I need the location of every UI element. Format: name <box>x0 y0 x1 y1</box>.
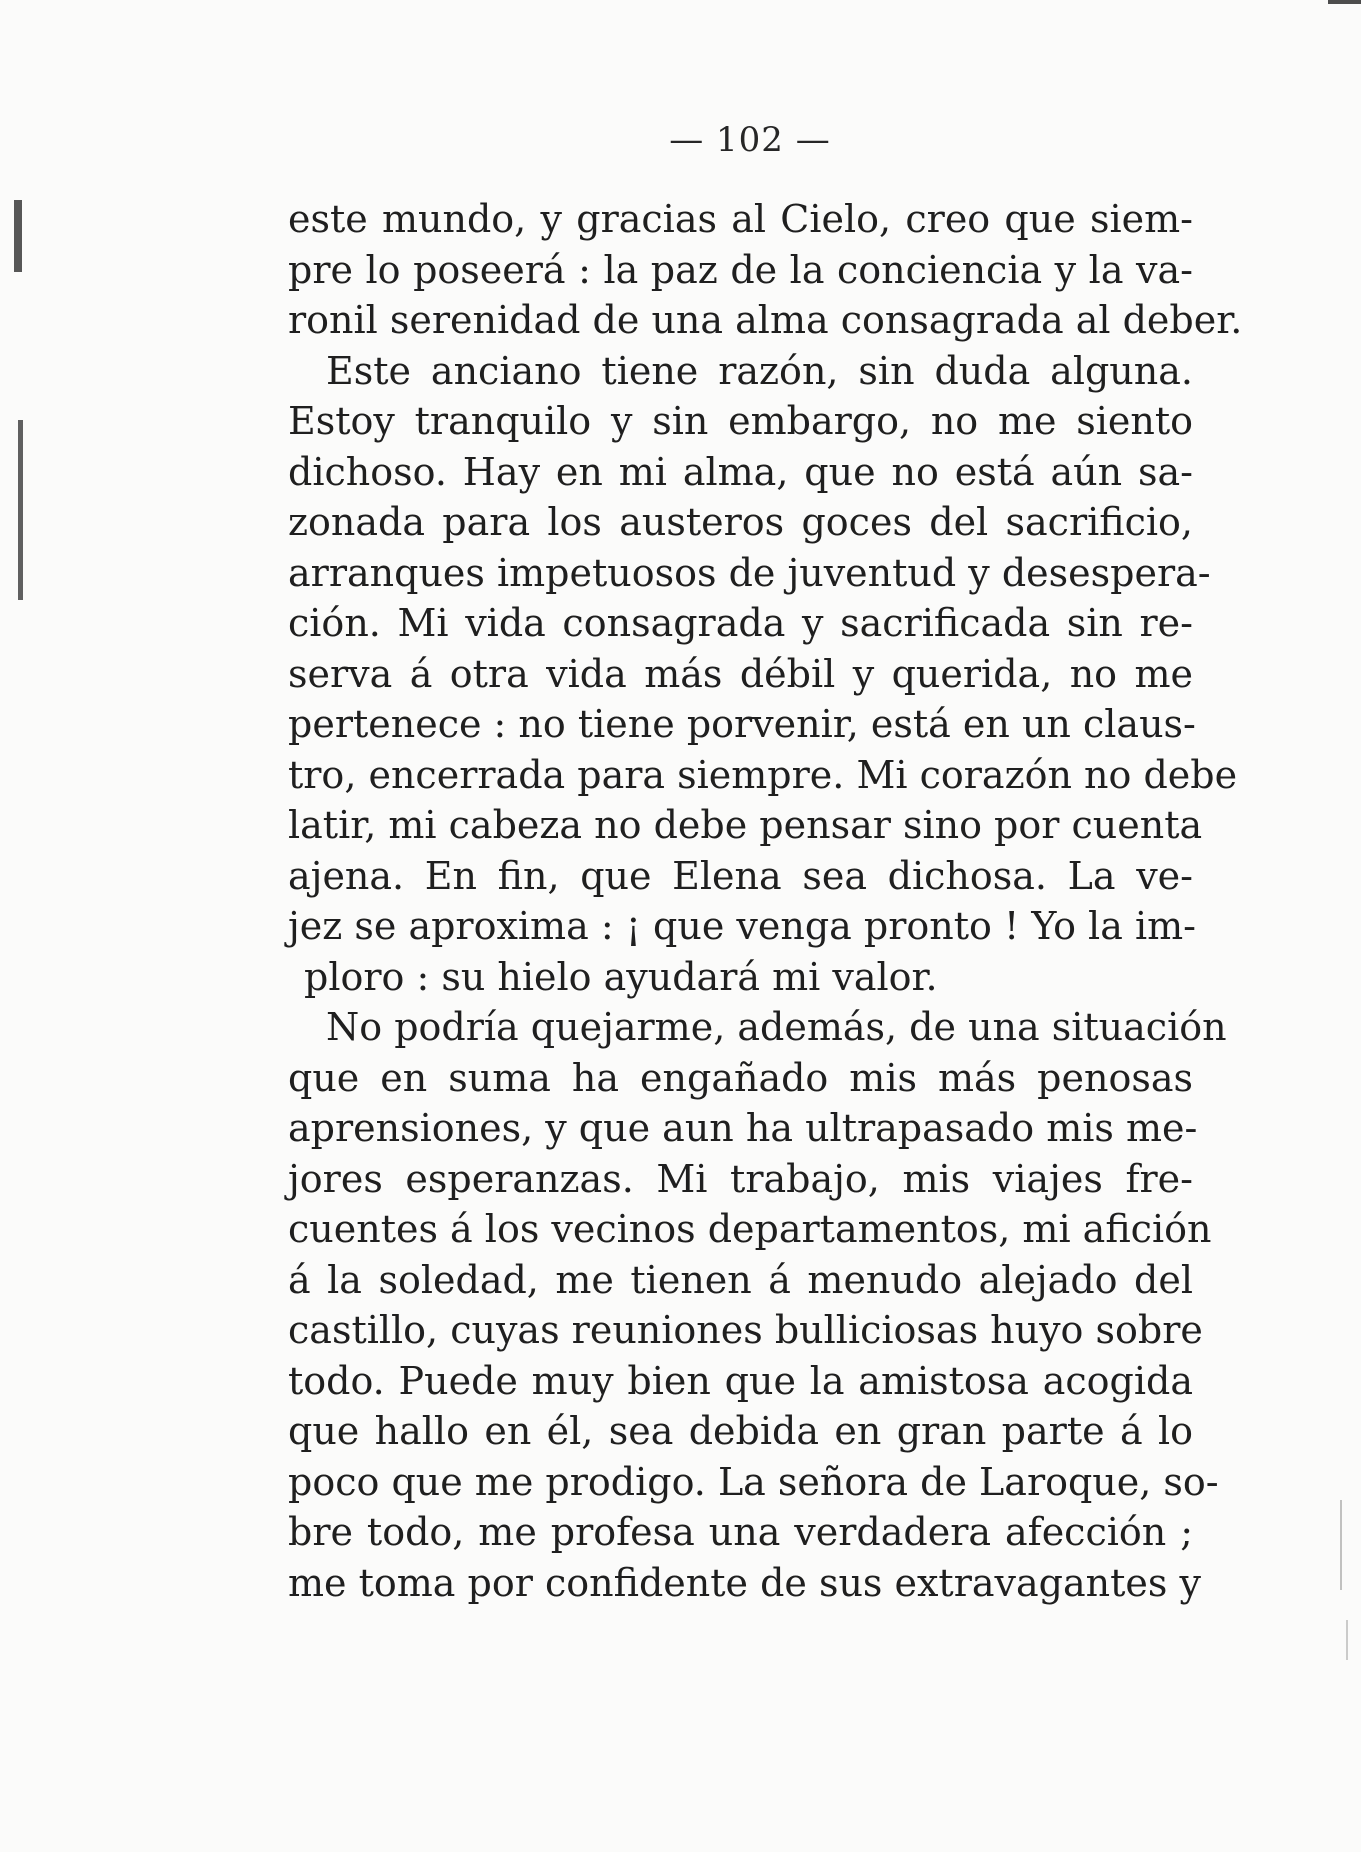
text-line: ronil serenidad de una alma consagrada al deber. <box>288 298 1243 342</box>
text-line: ajena. En fin, que Elena sea dichosa. La ve- <box>288 853 1193 898</box>
text-line: arranques impetuosos de juventud y desespera- <box>288 550 1211 595</box>
body-text <box>288 194 1243 1608</box>
text-line: No podría quejarme, además, de una situación <box>326 1005 1227 1049</box>
text-line: todo. Puede muy bien que la amistosa acogida <box>288 1358 1193 1403</box>
text-line: castillo, cuyas reuniones bulliciosas huyo sobre <box>288 1308 1203 1352</box>
text-line: me toma por confidente de sus extravagantes y <box>288 1560 1201 1605</box>
text-line: ción. Mi vida consagrada y sacrificada sin re- <box>288 601 1193 645</box>
text-line: tro, encerrada para siempre. Mi corazón no debe <box>288 752 1238 797</box>
text-line: pre lo poseerá : la paz de la conciencia y la va- <box>288 247 1193 292</box>
text-line: jez se aproxima : ¡ que venga pronto ! Yo la im- <box>288 904 1196 948</box>
text-line: bre todo, me profesa una verdadera afección ; <box>288 1510 1193 1554</box>
text-line: jores esperanzas. Mi trabajo, mis viajes fre- <box>288 1156 1193 1201</box>
text-line: ploro : su hielo ayudará mi valor. <box>304 954 938 999</box>
text-line: Este anciano tiene razón, sin duda alguna. <box>326 348 1193 393</box>
text-line: á la soledad, me tienen á menudo alejado del <box>288 1257 1193 1302</box>
scan-artifact <box>1340 1500 1342 1590</box>
text-line: serva á otra vida más débil y querida, no me <box>288 651 1193 696</box>
text-line: poco que me prodigo. La señora de Laroque, so- <box>288 1459 1219 1504</box>
text-line: latir, mi cabeza no debe pensar sino por cuenta <box>288 803 1203 847</box>
text-line: que hallo en él, sea debida en gran parte á lo <box>288 1409 1193 1453</box>
page-number: — 102 — <box>669 120 831 160</box>
text-line: este mundo, y gracias al Cielo, creo que siem- <box>288 197 1193 241</box>
scan-artifact <box>14 200 22 272</box>
scan-artifact <box>1328 0 1361 4</box>
text-line: pertenece : no tiene porvenir, está en un claus- <box>288 702 1196 746</box>
text-line: aprensiones, y que aun ha ultrapasado mis me- <box>288 1106 1198 1150</box>
text-line: cuentes á los vecinos departamentos, mi afición <box>288 1207 1212 1251</box>
scan-artifact <box>18 420 23 600</box>
text-line: zonada para los austeros goces del sacrificio, <box>288 500 1193 544</box>
text-line: Estoy tranquilo y sin embargo, no me siento <box>288 399 1193 443</box>
scan-artifact <box>1346 1620 1348 1660</box>
text-line: que en suma ha engañado mis más penosas <box>288 1055 1193 1100</box>
text-line: dichoso. Hay en mi alma, que no está aún sa- <box>288 449 1193 494</box>
